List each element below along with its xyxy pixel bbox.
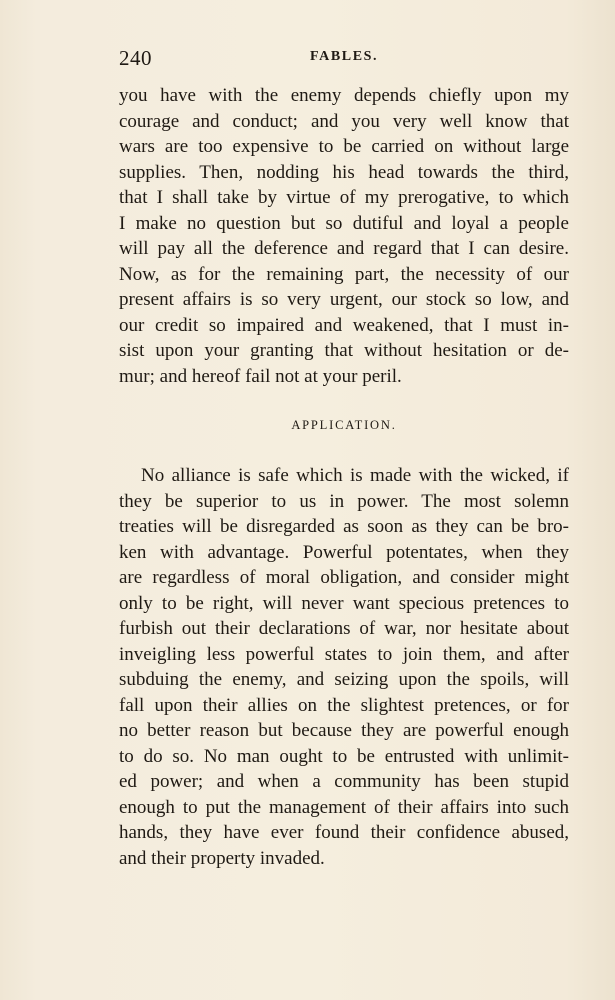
text-line: No alliance is safe which is made with the wicked, if	[141, 465, 569, 486]
text-line: enough to put the management of their affairs into such	[119, 796, 569, 818]
text-line: mur; and hereof fail not at your peril.	[119, 365, 402, 387]
text-line: inveigling less powerful states to join them, and after	[119, 643, 569, 665]
text-line: are regardless of moral obligation, and consider might	[119, 567, 569, 588]
application-text	[119, 463, 569, 871]
text-line: fall upon their allies on the slightest pretences, or for	[119, 694, 569, 716]
text-line: furbish out their declarations of war, nor hesitate about	[119, 618, 569, 639]
text-line: ken with advantage. Powerful potentates, when they	[119, 541, 569, 563]
page-header	[119, 46, 571, 72]
text-line: wars are too expensive to be carried on without large	[119, 136, 569, 157]
running-head: FABLES.	[310, 49, 379, 64]
text-line: supplies. Then, nodding his head towards the third,	[119, 161, 569, 183]
text-line: will pay all the deference and regard that I can desire.	[119, 238, 569, 259]
text-line: no better reason but because they are powerful enough	[119, 720, 569, 741]
text-line: present affairs is so very urgent, our stock so low, and	[119, 289, 569, 310]
text-line: and their property invaded.	[119, 847, 325, 869]
fable-text	[119, 83, 569, 389]
text-line: only to be right, will never want specious pretences to	[119, 592, 569, 614]
text-line: treaties will be disregarded as soon as they can be bro-	[119, 516, 569, 537]
text-line: you have with the enemy depends chiefly upon my	[119, 85, 569, 106]
text-line: hands, they have ever found their confidence abused,	[119, 822, 569, 843]
text-line: I make no question but so dutiful and loyal a people	[119, 212, 569, 234]
text-line: ed power; and when a community has been stupid	[119, 771, 569, 792]
text-line: they be superior to us in power. The most solemn	[119, 490, 569, 512]
text-line: that I shall take by virtue of my prerogative, to which	[119, 187, 569, 208]
text-line: our credit so impaired and weakened, that I must in-	[119, 314, 569, 336]
page-number: 240	[119, 46, 152, 70]
text-line: subduing the enemy, and seizing upon the spoils, will	[119, 669, 569, 690]
text-line: to do so. No man ought to be entrusted with unlimit-	[119, 745, 569, 767]
text-line: courage and conduct; and you very well know that	[119, 110, 569, 132]
section-heading-application: APPLICATION.	[291, 418, 397, 432]
text-line: Now, as for the remaining part, the necessity of our	[119, 263, 569, 285]
text-line: sist upon your granting that without hesitation or de-	[119, 340, 569, 361]
